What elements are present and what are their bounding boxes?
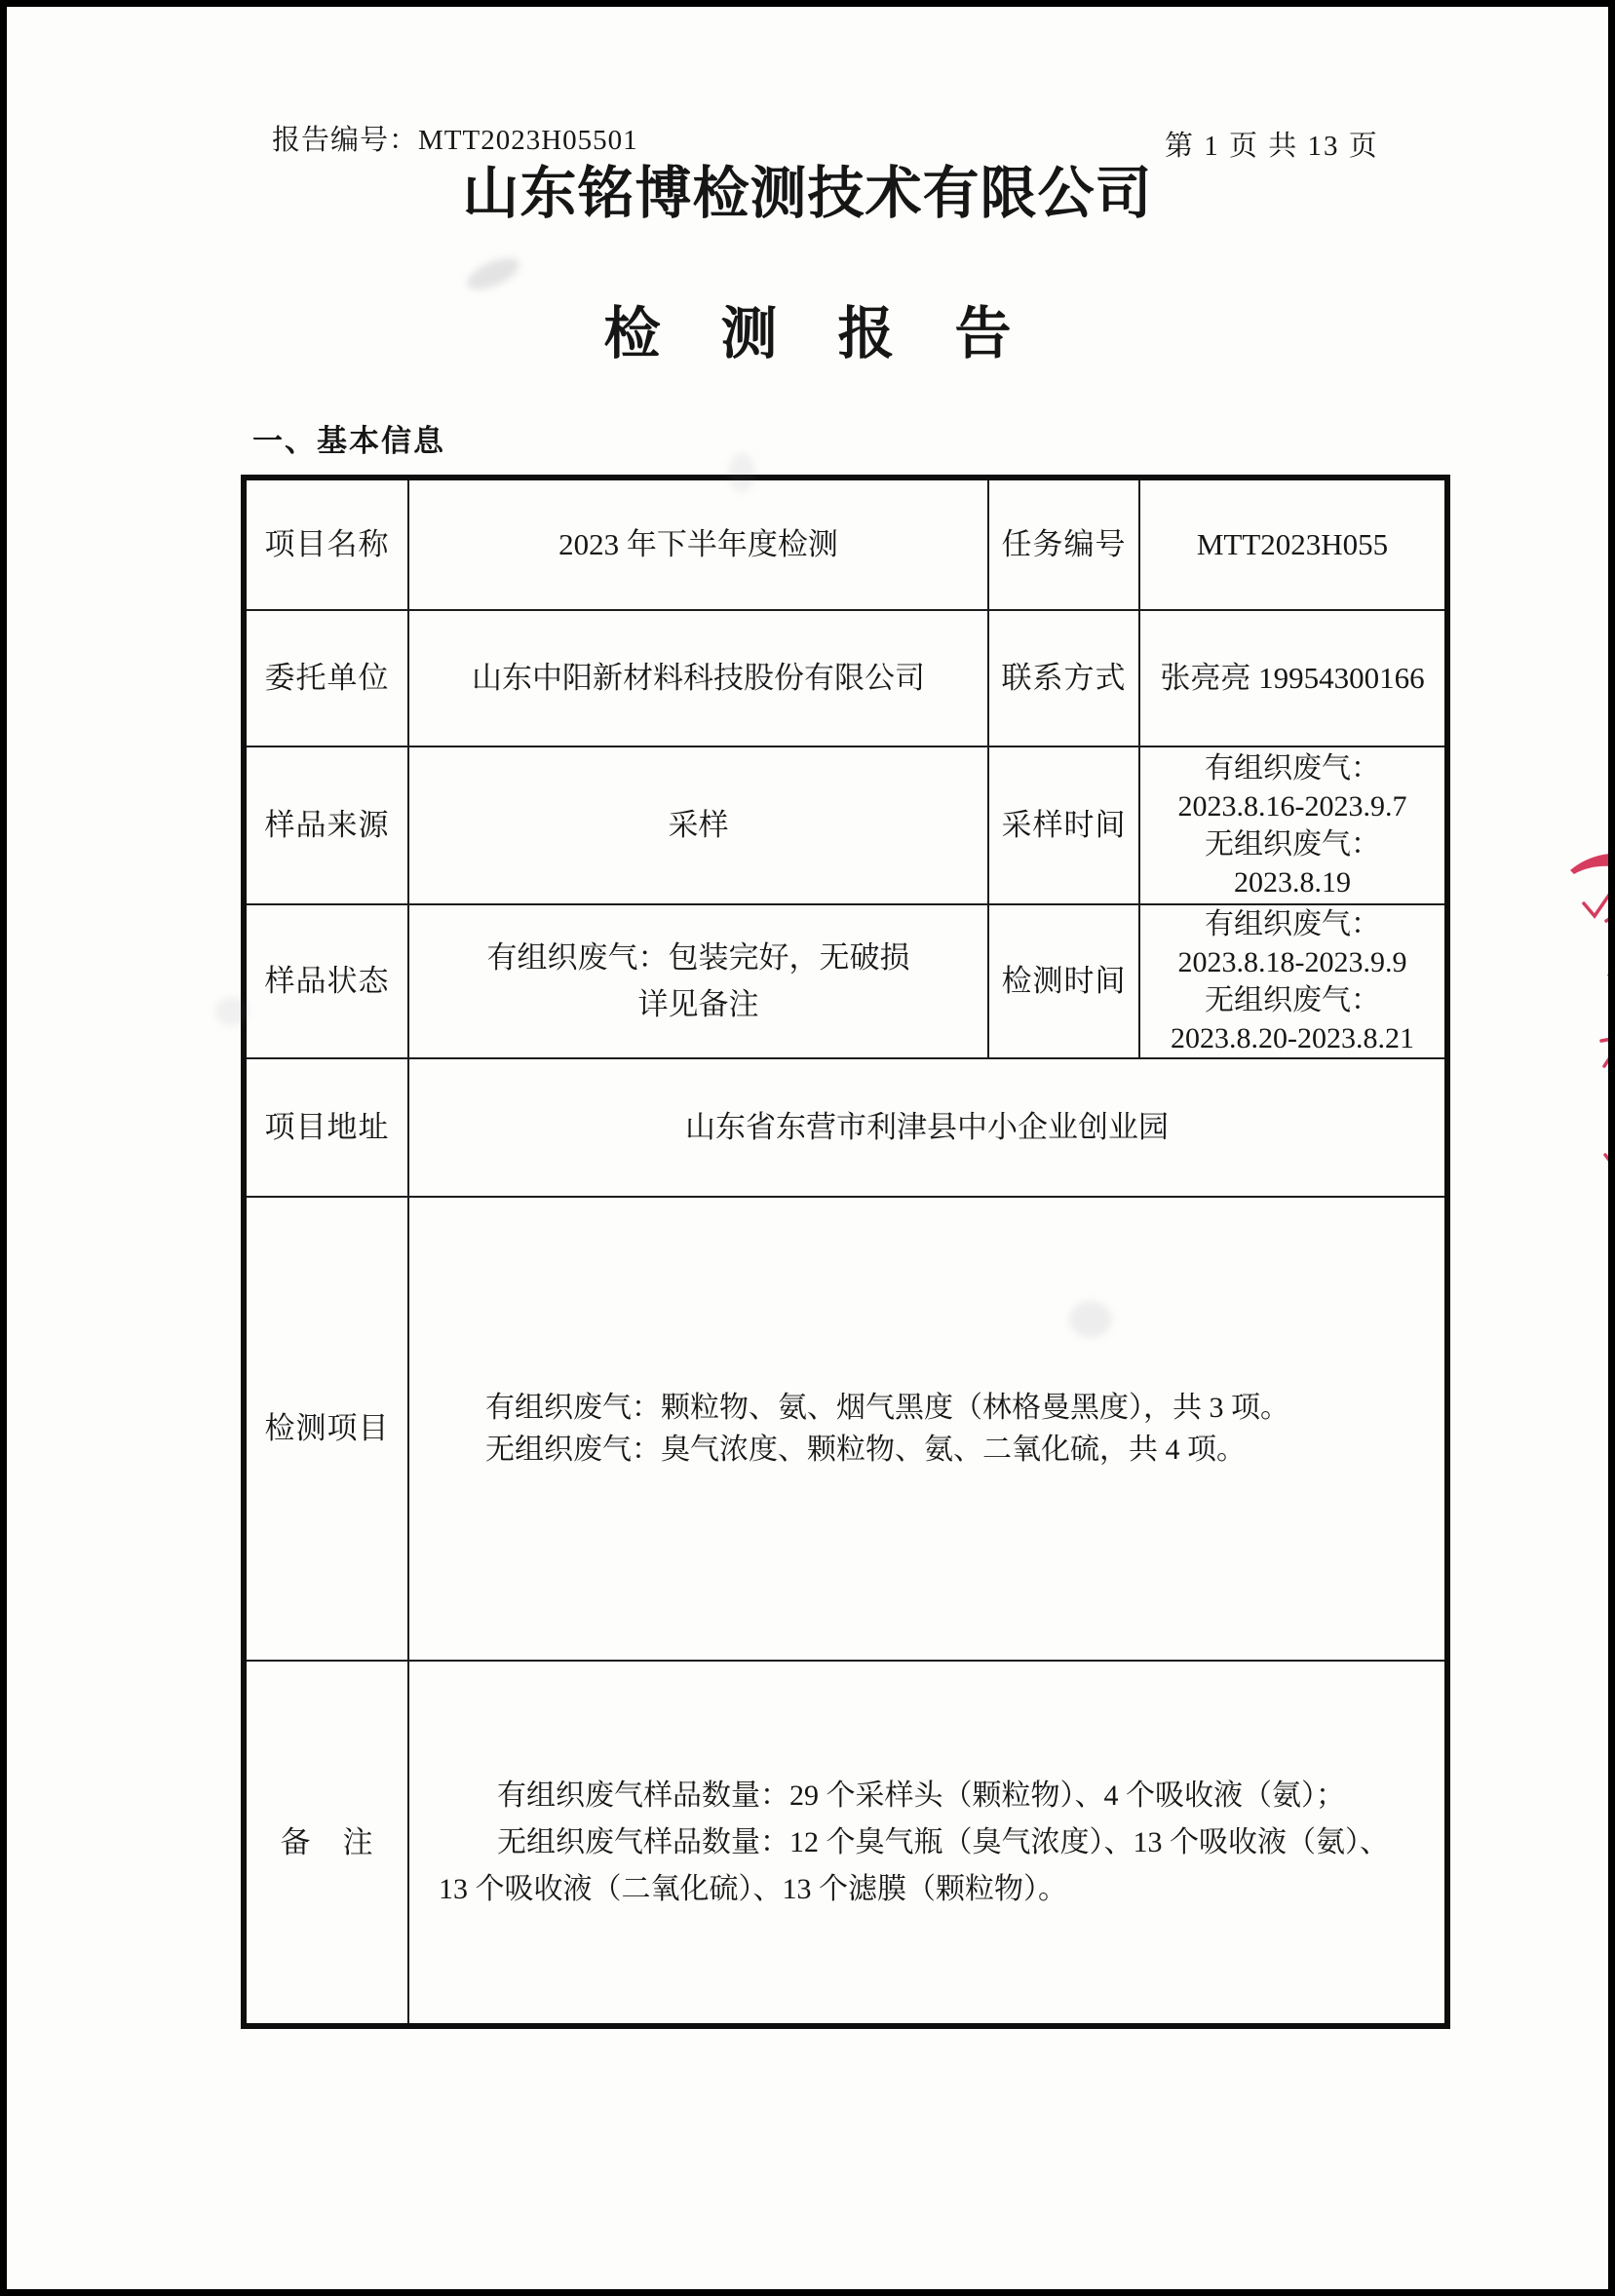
project-name-label: 项目名称 [244, 478, 408, 610]
sample-state-label: 样品状态 [244, 904, 408, 1058]
scan-edge-line [1609, 545, 1612, 2182]
red-pen-marks [1562, 843, 1615, 1165]
sampling-time-line: 无组织废气： [1205, 828, 1380, 861]
section-heading-basic-info: 一、基本信息 [252, 424, 445, 458]
table-row-sample-source [244, 746, 1447, 904]
remarks-value [408, 1661, 1447, 2026]
sampling-time-label: 采样时间 [988, 746, 1139, 904]
sample-state-line: 有组织废气：包装完好，无破损 [486, 939, 910, 975]
scan-smudge [728, 453, 755, 492]
testing-time-line: 无组织废气： [1205, 984, 1380, 1016]
test-items-label: 检测项目 [244, 1197, 408, 1661]
remarks-line: 有组织废气样品数量：29 个采样头（颗粒物）、4 个吸收液（氨）； [497, 1779, 1345, 1812]
remarks-line: 13 个吸收液（二氧化硫）、13 个滤膜（颗粒物）。 [439, 1872, 1067, 1905]
contact-label: 联系方式 [988, 610, 1139, 746]
remarks-line: 无组织废气样品数量：12 个臭气瓶（臭气浓度）、13 个吸收液（氨）、 [497, 1825, 1389, 1858]
sampling-time-line: 2023.8.19 [1234, 866, 1351, 899]
task-number-value: MTT2023H055 [1139, 478, 1447, 610]
table-row-project-address [244, 1058, 1447, 1197]
basic-info-table [241, 475, 1450, 2029]
sample-source-label: 样品来源 [244, 746, 408, 904]
table-row-client [244, 610, 1447, 746]
testing-time-line: 有组织废气： [1205, 908, 1380, 940]
sample-state-line: 详见备注 [637, 987, 759, 1021]
task-number-label: 任务编号 [988, 478, 1139, 610]
report-number: 报告编号：MTT2023H05501 [272, 125, 638, 156]
testing-time-value [1139, 904, 1447, 1058]
sampling-time-value [1139, 746, 1447, 904]
page-indicator: 第 1 页 共 13 页 [1165, 131, 1379, 162]
test-items-line: 无组织废气：臭气浓度、颗粒物、氨、二氧化硫，共 4 项。 [485, 1434, 1246, 1466]
testing-time-line: 2023.8.18-2023.9.9 [1177, 946, 1407, 978]
project-name-value: 2023 年下半年度检测 [408, 478, 988, 610]
test-items-value [408, 1197, 1447, 1661]
table-row-test-items [244, 1197, 1447, 1661]
sampling-time-line: 有组织废气： [1205, 752, 1380, 784]
contact-value: 张亮亮 19954300166 [1139, 610, 1447, 746]
sample-source-value: 采样 [408, 746, 988, 904]
sampling-time-line: 2023.8.16-2023.9.7 [1177, 790, 1407, 823]
scan-smudge [215, 997, 249, 1026]
table-row-remarks [244, 1661, 1447, 2026]
remarks-label: 备 注 [244, 1661, 408, 2026]
test-items-line: 有组织废气：颗粒物、氨、烟气黑度（林格曼黑度），共 3 项。 [485, 1391, 1289, 1424]
testing-time-line: 2023.8.20-2023.8.21 [1171, 1022, 1414, 1054]
company-name-title: 山东铭博检测技术有限公司 [462, 162, 1153, 225]
testing-time-label: 检测时间 [988, 904, 1139, 1058]
client-value: 山东中阳新材料科技股份有限公司 [408, 610, 988, 746]
project-address-label: 项目地址 [244, 1058, 408, 1197]
sample-state-value [408, 904, 988, 1058]
table-row-sample-state [244, 904, 1447, 1058]
project-address-value: 山东省东营市利津县中小企业创业园 [408, 1058, 1447, 1197]
scan-smudge [1069, 1301, 1112, 1338]
table-row-project-name [244, 478, 1447, 610]
report-title: 检测报告 [603, 302, 1072, 365]
client-label: 委托单位 [244, 610, 408, 746]
